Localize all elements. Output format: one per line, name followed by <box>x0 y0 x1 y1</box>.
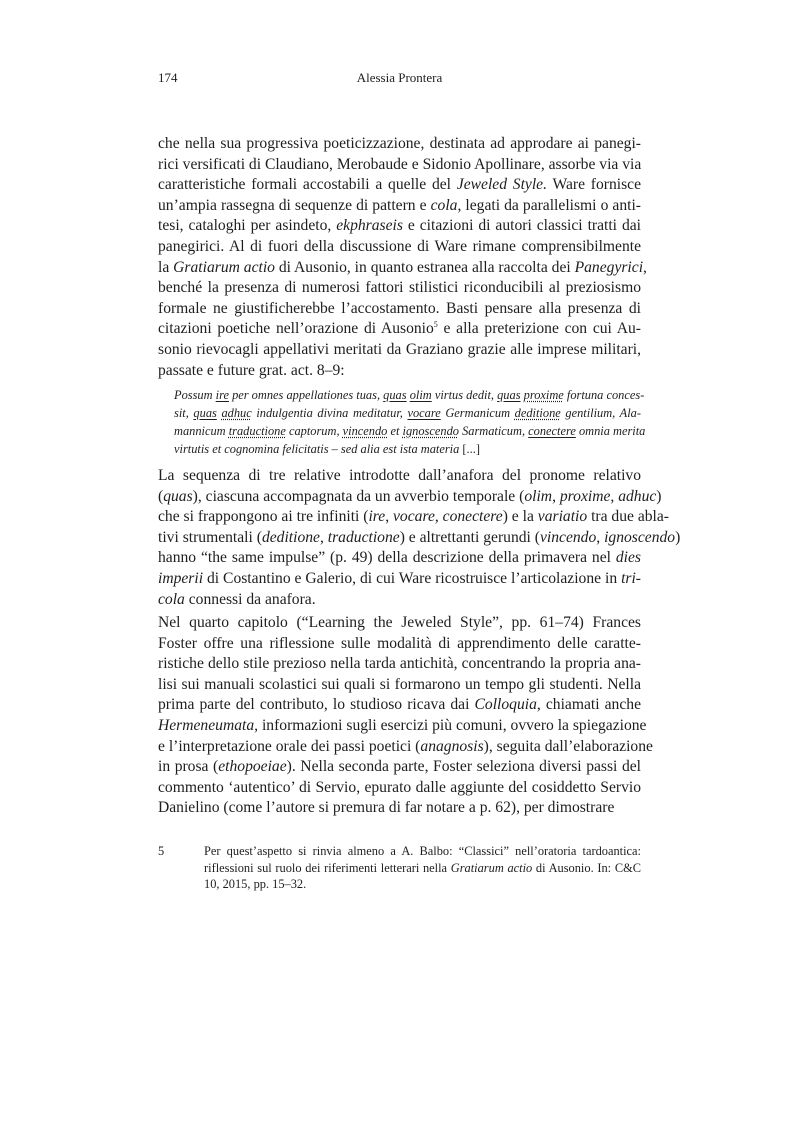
text-span: vincendo <box>539 528 597 546</box>
text-span: benché la presenza di numerosi fattori stilistici riconducibili al preziosismo <box>158 279 641 297</box>
text-span: commento ‘autentico’ di Servio, epurato dalle aggiunte del cosiddetto Servio <box>158 778 641 796</box>
text-span: Possum <box>174 388 216 402</box>
text-span: Foster offre una riflessione sulle modalità di apprendimento delle caratte- <box>158 634 641 652</box>
text-span: , <box>434 508 443 526</box>
text-line <box>158 778 641 799</box>
underlined-word: ire <box>215 388 229 402</box>
text-span: passate e future grat. act. 8–9: <box>158 361 345 379</box>
text-span: Jeweled Style. <box>456 176 547 194</box>
text-span: ethopoeiae <box>218 758 287 776</box>
text-line <box>158 216 641 237</box>
text-span: ) <box>675 528 681 546</box>
text-span: hanno “the same impulse” (p. 49) della descrizione della primavera nel <box>158 549 616 567</box>
text-line <box>158 155 641 176</box>
text-line <box>158 487 662 508</box>
text-line <box>158 299 641 320</box>
text-span: Gratiarum actio <box>173 258 275 276</box>
text-span: sonio rievocagli appellativi meritati da Graziano grazie alle imprese militari, <box>158 340 641 358</box>
underlined-word: olim <box>409 388 432 402</box>
text-line <box>158 654 641 675</box>
block-quote <box>174 386 646 458</box>
text-line <box>158 675 641 696</box>
text-span: che si frappongono ai tre infiniti ( <box>158 508 369 526</box>
text-span: , <box>385 508 394 526</box>
paragraph-2 <box>158 466 681 610</box>
text-span: ekphraseis <box>336 217 403 235</box>
text-line <box>158 196 641 217</box>
paragraph-1 <box>158 134 647 381</box>
text-span: la <box>158 258 174 276</box>
text-line <box>158 340 641 361</box>
text-span: , <box>643 258 647 276</box>
underlined-word: adhuc <box>221 406 252 420</box>
text-span: conectere <box>442 508 503 526</box>
text-span: rici versificati di Claudiano, Merobaude e Sidonio Apollinare, assorbe via via <box>158 155 642 173</box>
text-span: , chiamati anche <box>536 696 641 714</box>
text-line <box>158 590 641 611</box>
text-span: tri- <box>621 569 641 587</box>
text-line <box>158 507 669 528</box>
underlined-word: vincendo <box>342 424 388 438</box>
text-span: Nel quarto capitolo (“Learning the Jeweled Style”, pp. 61–74) Frances <box>158 614 641 631</box>
text-span: 10, 2015, pp. 15–32. <box>204 877 307 891</box>
text-span: ristiche dello stile prezioso nella tarda antichità, concentrando la propria ana- <box>158 655 641 673</box>
text-span: ( <box>158 487 164 505</box>
text-span: e l’interpretazione orale dei passi poetici ( <box>158 737 421 755</box>
text-line <box>204 843 641 860</box>
text-span: [...] <box>462 442 480 456</box>
text-span: Ware fornisce <box>546 176 641 194</box>
text-span: dies <box>615 549 641 567</box>
text-span: , <box>319 528 328 546</box>
text-line <box>204 876 641 893</box>
text-span: riflessioni sul ruolo dei riferimenti letterari nella <box>204 860 451 875</box>
text-line <box>158 695 641 716</box>
text-line <box>158 278 641 299</box>
text-span: anagnosis <box>420 737 484 755</box>
text-span: citazioni poetiche nell’orazione di Ausonio <box>158 320 434 338</box>
text-span: che nella sua progressiva poeticizzazione, destinata ad approdare ai panegi- <box>158 135 641 152</box>
text-span: indulgentia divina meditatur, <box>251 406 408 420</box>
text-span: , legati da parallelismi o anti- <box>457 196 642 214</box>
underlined-word: deditione <box>514 406 561 420</box>
text-span: in prosa ( <box>158 758 219 776</box>
text-span: Sarmaticum, <box>458 424 529 438</box>
text-span: , <box>596 528 605 546</box>
text-line <box>158 548 641 569</box>
text-line <box>174 404 641 422</box>
text-span: omnia merita <box>575 424 646 438</box>
underlined-word: proxime <box>523 388 564 402</box>
text-span: captorum, <box>285 424 343 438</box>
paragraph-3 <box>158 613 653 819</box>
text-span: fortuna conces- <box>563 388 645 402</box>
text-span: formale ne giustificherebbe l’accostamento. Basti pensare alla presenza di <box>158 299 641 317</box>
text-span: informazioni sugli esercizi più comuni, ovvero la spiegazione <box>258 716 647 734</box>
text-span: adhuc <box>618 487 657 505</box>
text-span: e citazioni di autori classici tratti dai <box>402 217 641 235</box>
text-span: panegirici. Al di fuori della discussione di Ware rimane comprensibilmente <box>158 237 641 255</box>
text-line <box>158 134 641 155</box>
text-line <box>158 258 647 279</box>
text-span: di Costantino e Galerio, di cui Ware ricostruisce l’articolazione in <box>203 569 622 587</box>
text-span: prima parte del contributo, lo studioso ricava dai <box>158 696 475 714</box>
text-line <box>158 757 641 778</box>
text-span: gentilium, Ala- <box>560 406 641 420</box>
text-span: Colloquia <box>474 696 537 714</box>
page-number: 174 <box>158 70 178 85</box>
text-line <box>174 386 645 404</box>
text-span: Gratiarum actio <box>450 860 533 875</box>
text-span: , <box>610 487 619 505</box>
text-span: , <box>552 487 560 505</box>
text-span: ) e la <box>502 508 538 526</box>
text-span: quas <box>163 487 193 505</box>
text-span: La sequenza di tre relative introdotte dall’anafora del pronome relativo <box>158 467 641 484</box>
text-span: Per quest’aspetto si rinvia almeno a A. Balbo: “Classici” nell’oratoria tardoantica: <box>204 844 641 858</box>
text-span: ) e altrettanti gerundi ( <box>399 528 540 546</box>
text-span: ), seguita dall’elaborazione <box>483 737 653 755</box>
text-span: per omnes appellationes tuas, <box>228 388 384 402</box>
underlined-word: conectere <box>528 424 576 438</box>
text-span: virtutis et cognomina felicitatis – sed alia est ista materia <box>174 442 463 456</box>
text-span: proxime <box>559 487 611 505</box>
text-line <box>158 798 641 819</box>
text-span: Germanicum <box>440 406 515 420</box>
footnote-reference: 5 <box>433 320 438 330</box>
underlined-word: quas <box>383 388 407 402</box>
text-span: virtus dedit, <box>431 388 498 402</box>
text-span: variatio <box>537 508 588 526</box>
text-line <box>158 237 641 258</box>
text-line <box>158 634 641 655</box>
text-span: olim <box>524 487 553 505</box>
text-span: sit, <box>174 406 194 420</box>
text-span: ire <box>368 508 386 526</box>
text-span: Panegyrici <box>574 258 644 276</box>
text-span: ) <box>656 487 662 505</box>
text-span: un’ampia rassegna di sequenze di pattern e <box>158 196 431 214</box>
footnote-number: 5 <box>158 844 165 858</box>
text-span: mannicum <box>174 424 229 438</box>
text-line <box>158 361 641 382</box>
text-span: di Ausonio, in quanto estranea alla raccolta dei <box>274 258 575 276</box>
text-span: e alla preterizione con cui Au- <box>437 320 641 338</box>
text-line <box>204 860 641 877</box>
text-span: ), ciascuna accompagnata da un avverbio temporale ( <box>192 487 525 505</box>
text-span: Danielino (come l’autore si premura di far notare a p. 62), per dimostrare <box>158 799 615 817</box>
text-span: cola <box>430 196 458 214</box>
underlined-word: quas <box>193 406 217 420</box>
text-span: lisi sui manuali scolastici sui quali si formarono un tempo gli studenti. Nella <box>158 675 641 693</box>
text-span: imperii <box>158 569 204 587</box>
text-span: traductione <box>327 528 400 546</box>
underlined-word: quas <box>497 388 521 402</box>
text-span: tivi strumentali ( <box>158 528 262 546</box>
text-span: cola <box>158 590 185 608</box>
text-line <box>158 466 641 487</box>
text-span: ). Nella seconda parte, Foster seleziona diversi passi del <box>286 758 641 776</box>
text-span: deditione <box>261 528 320 546</box>
text-span: tra due abla- <box>587 508 669 526</box>
text-span: et <box>387 424 403 438</box>
text-span: vocare <box>393 508 435 526</box>
underlined-word: traductione <box>228 424 286 438</box>
underlined-word: ignoscendo <box>402 424 459 438</box>
text-span: di Ausonio. In: C&C <box>532 860 641 875</box>
text-line <box>158 716 647 737</box>
underlined-word: vocare <box>407 406 441 420</box>
text-line <box>158 175 641 196</box>
footnote-text <box>204 843 641 893</box>
text-span: caratteristiche formali accostabili a quelle del <box>158 176 457 194</box>
text-line <box>158 613 641 634</box>
text-line <box>174 422 646 440</box>
text-span: Hermeneumata, <box>158 716 259 734</box>
text-span: connessi da anafora. <box>184 590 316 608</box>
text-line <box>174 440 641 458</box>
running-head: Alessia Prontera <box>356 70 443 85</box>
text-line <box>158 569 641 590</box>
text-span: ignoscendo <box>604 528 676 546</box>
text-line <box>158 737 653 758</box>
text-line <box>158 319 641 340</box>
text-line <box>158 528 681 549</box>
text-span: tesi, cataloghi per asindeto, <box>158 217 337 235</box>
